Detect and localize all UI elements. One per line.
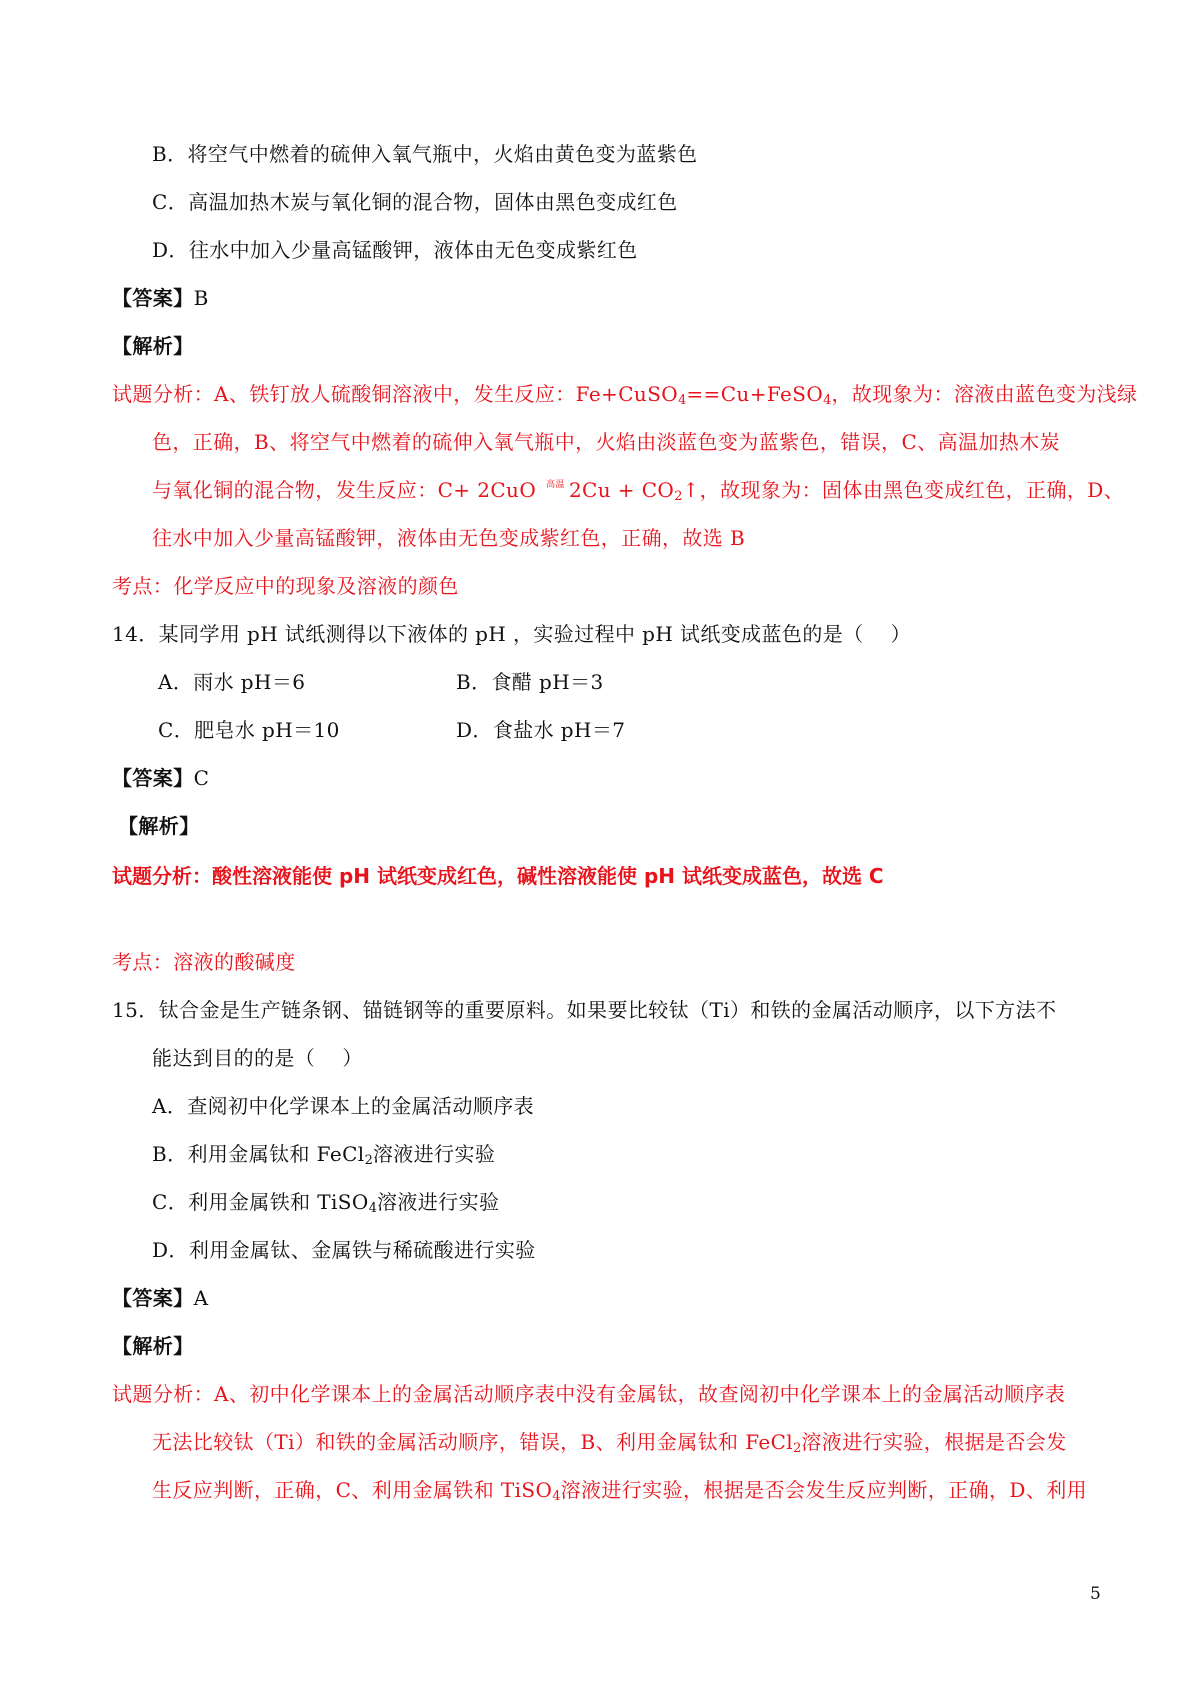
q14-analysis-label: 【解析】 <box>118 814 200 838</box>
answer-label: 【答案】 <box>112 766 194 790</box>
q13-answer <box>112 284 209 312</box>
analysis-text: ==Cu+FeSO <box>686 382 824 406</box>
analysis-text: 试题分析：A、铁钉放人硫酸铜溶液中，发生反应：Fe+CuSO <box>112 382 679 406</box>
q13-option-b: B．将空气中燃着的硫伸入氧气瓶中，火焰由黄色变为蓝紫色 <box>152 142 698 166</box>
q13-option-c: C．高温加热木炭与氧化铜的混合物，固体由黑色变成红色 <box>152 190 678 214</box>
q15-option-c <box>152 1188 499 1223</box>
q13-kaodian: 考点：化学反应中的现象及溶液的颜色 <box>112 574 459 598</box>
q14-analysis: 试题分析：酸性溶液能使 pH 试纸变成红色，碱性溶液能使 pH 试纸变成蓝色，故选 C <box>112 864 884 888</box>
q15-analysis-line-2 <box>152 1428 1067 1463</box>
q14-kaodian: 考点：溶液的酸碱度 <box>112 950 296 974</box>
option-text: B．利用金属钛和 FeCl <box>152 1142 365 1166</box>
page-number: 5 <box>1090 1584 1101 1604</box>
q15-analysis-line-3 <box>152 1476 1087 1511</box>
answer-value: C <box>193 766 210 790</box>
q13-analysis-line-4: 往水中加入少量高锰酸钾，液体由无色变成紫红色，正确，故选 B <box>152 526 746 550</box>
subscript: 4 <box>678 393 687 408</box>
answer-value: A <box>193 1286 209 1310</box>
q13-analysis-line-2: 色，正确，B、将空气中燃着的硫伸入氧气瓶中，火焰由淡蓝色变为蓝紫色，错误，C、高温加热木炭 <box>152 430 1060 454</box>
analysis-text: 溶液进行实验，根据是否会发 <box>801 1430 1067 1454</box>
analysis-text: 无法比较钛（Ti）和铁的金属活动顺序，错误，B、利用金属钛和 FeCl <box>152 1430 794 1454</box>
option-text: 溶液进行实验 <box>376 1190 500 1214</box>
option-text: 溶液进行实验 <box>372 1142 496 1166</box>
q13-analysis-line-3 <box>152 476 1124 511</box>
subscript: 2 <box>364 1153 373 1168</box>
q13-analysis-label: 【解析】 <box>112 334 194 358</box>
answer-label: 【答案】 <box>112 286 194 310</box>
q14-option-c: C．肥皂水 pH＝10 <box>158 718 340 742</box>
answer-value: B <box>193 286 209 310</box>
analysis-text: 2Cu + CO <box>568 478 675 502</box>
analysis-text: ，故现象为：溶液由蓝色变为浅绿 <box>831 382 1138 406</box>
q14-option-d: D．食盐水 pH＝7 <box>456 718 626 742</box>
q13-analysis-line-1 <box>112 380 1137 415</box>
q15-analysis-line-1: 试题分析：A、初中化学课本上的金属活动顺序表中没有金属钛，故查阅初中化学课本上的金属活动顺序表 <box>112 1382 1066 1406</box>
q15-option-a: A．查阅初中化学课本上的金属活动顺序表 <box>152 1094 535 1118</box>
reaction-condition: 高温 <box>546 480 565 490</box>
q15-stem-line-1: 15．钛合金是生产链条钢、锚链钢等的重要原料。如果要比较钛（Ti）和铁的金属活动顺序，以下方法不 <box>112 998 1057 1022</box>
q15-answer <box>112 1284 208 1312</box>
q14-answer <box>112 764 209 792</box>
subscript: 4 <box>552 1489 561 1504</box>
analysis-text: 与氧化铜的混合物，发生反应：C+ 2CuO <box>152 478 537 502</box>
q15-stem-line-2: 能达到目的的是（ ） <box>152 1046 363 1070</box>
option-text: C．利用金属铁和 TiSO <box>152 1190 369 1214</box>
analysis-text: ↑，故现象为：固体由黑色变成红色，正确，D、 <box>682 478 1125 502</box>
subscript: 4 <box>368 1201 377 1216</box>
analysis-text: 溶液进行实验，根据是否会发生反应判断，正确，D、利用 <box>560 1478 1088 1502</box>
q15-analysis-label: 【解析】 <box>112 1334 194 1358</box>
analysis-text: 生反应判断，正确，C、利用金属铁和 TiSO <box>152 1478 553 1502</box>
q14-option-a: A．雨水 pH＝6 <box>158 670 306 694</box>
q13-option-d: D．往水中加入少量高锰酸钾，液体由无色变成紫红色 <box>152 238 638 262</box>
q14-option-b: B．食醋 pH＝3 <box>456 670 604 694</box>
q15-option-b <box>152 1140 495 1175</box>
q15-option-d: D．利用金属钛、金属铁与稀硫酸进行实验 <box>152 1238 536 1262</box>
answer-label: 【答案】 <box>112 1286 194 1310</box>
subscript: 4 <box>823 393 832 408</box>
q14-stem: 14．某同学用 pH 试纸测得以下液体的 pH ，实验过程中 pH 试纸变成蓝色的是（ ） <box>112 622 912 646</box>
subscript: 2 <box>793 1441 802 1456</box>
subscript: 2 <box>674 489 683 504</box>
